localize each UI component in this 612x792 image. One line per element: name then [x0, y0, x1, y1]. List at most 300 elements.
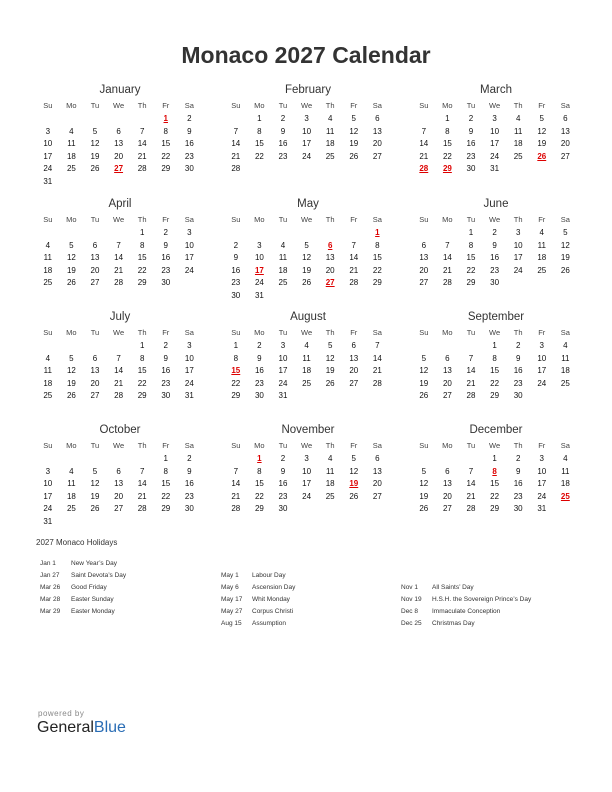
weekday-header: Fr [538, 101, 546, 110]
weekday-header: Tu [466, 441, 476, 450]
holiday-name: Labour Day [252, 572, 286, 579]
weekday-header: Fr [538, 328, 546, 337]
weekday-header: Tu [278, 101, 288, 110]
day-cell: 3 [539, 341, 544, 350]
day-cell: 3 [45, 466, 51, 476]
holiday-name: Christmas Day [432, 620, 475, 627]
day-cell: 8 [163, 126, 168, 136]
holiday-row [40, 594, 126, 606]
month-name: July [109, 311, 131, 323]
day-cell: 29 [254, 504, 264, 513]
day-cell: 20 [90, 378, 100, 388]
day-cell: 6 [375, 114, 380, 123]
day-cell: 19 [349, 139, 359, 148]
day-cell: 11 [278, 253, 288, 262]
weekday-header: We [489, 441, 501, 450]
day-cell: 26 [90, 504, 100, 513]
weekday-header: Sa [184, 101, 194, 110]
day-cell: 16 [161, 366, 171, 375]
day-cell: 11 [561, 466, 570, 476]
day-cell: 22 [161, 151, 171, 161]
month-name: August [290, 311, 326, 323]
day-cell: 31 [43, 176, 53, 186]
weekday-header: We [489, 328, 501, 337]
day-cell: 5 [304, 240, 309, 250]
holiday-name: Corpus Christi [252, 608, 294, 615]
day-cell: 19 [325, 366, 335, 375]
day-cell: 9 [163, 240, 168, 250]
holiday-name: H.S.H. the Sovereign Prince’s Day [432, 596, 532, 603]
day-cell: 25 [325, 151, 335, 161]
weekday-header: Sa [372, 328, 382, 337]
holiday-date: Dec 25 [401, 620, 422, 627]
day-cell: 29 [372, 278, 382, 287]
holiday-date: Jan 1 [40, 560, 56, 567]
day-cell: 4 [563, 341, 568, 350]
day-cell: 15 [466, 253, 476, 262]
day-cell: 1 [139, 341, 145, 350]
weekday-header: Mo [254, 441, 265, 450]
day-cell: 17 [302, 479, 312, 488]
brand-logo[interactable] [37, 719, 126, 737]
weekday-header: We [113, 328, 125, 337]
day-cell: 14 [466, 366, 476, 375]
weekday-header: Sa [184, 441, 194, 450]
day-cell: 8 [163, 466, 168, 476]
weekday-header: We [301, 441, 313, 450]
day-cell: 26 [349, 491, 359, 501]
holiday-day-cell: 25 [560, 491, 570, 501]
day-cell: 10 [43, 479, 53, 488]
holiday-day-cell: 1 [375, 228, 380, 237]
day-cell: 8 [468, 240, 474, 250]
holiday-column [401, 582, 531, 630]
day-cell: 14 [349, 253, 359, 262]
weekday-header: Th [137, 101, 147, 110]
day-cell: 26 [302, 278, 312, 287]
day-cell: 18 [325, 479, 335, 488]
holiday-day-cell: 1 [163, 114, 168, 123]
day-cell: 19 [90, 151, 100, 161]
day-cell: 20 [419, 265, 429, 275]
day-cell: 2 [187, 454, 192, 463]
day-cell: 25 [325, 491, 335, 501]
empty-cell [130, 453, 154, 466]
day-cell: 30 [161, 278, 171, 287]
day-cell: 28 [466, 504, 476, 513]
holiday-date: Nov 1 [401, 584, 418, 591]
day-cell: 20 [442, 491, 452, 501]
day-cell: 22 [466, 265, 476, 275]
day-cell: 3 [187, 228, 192, 237]
day-cell: 23 [161, 265, 171, 275]
day-cell: 14 [231, 479, 241, 488]
day-cell: 6 [92, 240, 98, 250]
day-cell: 4 [280, 240, 286, 250]
day-cell: 16 [161, 253, 171, 262]
day-cell: 6 [351, 341, 356, 350]
day-cell: 21 [137, 151, 147, 161]
month-name: March [480, 84, 512, 96]
day-cell: 13 [442, 366, 452, 375]
day-cell: 9 [257, 353, 262, 363]
day-cell: 15 [137, 253, 147, 262]
day-cell: 28 [442, 278, 452, 287]
empty-cell [130, 113, 154, 126]
day-cell: 23 [231, 278, 241, 287]
weekday-header: Sa [560, 328, 570, 337]
day-cell: 16 [278, 139, 288, 148]
weekday-header: Fr [350, 328, 358, 337]
empty-cell [36, 340, 60, 353]
day-cell: 22 [137, 265, 147, 275]
month-name: September [467, 311, 525, 323]
day-cell: 30 [184, 164, 194, 173]
weekday-header: Su [419, 441, 429, 450]
day-cell: 25 [513, 151, 523, 161]
holiday-date: Mar 28 [40, 596, 61, 603]
holiday-date: Mar 29 [40, 608, 61, 615]
day-cell: 14 [442, 253, 452, 262]
empty-cell [83, 340, 107, 353]
weekday-header: Sa [372, 215, 382, 224]
day-cell: 19 [66, 378, 76, 388]
day-cell: 21 [137, 491, 147, 501]
day-cell: 30 [254, 391, 264, 400]
day-cell: 20 [114, 491, 124, 501]
day-cell: 19 [560, 253, 570, 262]
day-cell: 9 [515, 466, 521, 476]
weekday-header: Fr [350, 215, 358, 224]
day-cell: 30 [466, 164, 476, 173]
month-name: June [483, 198, 509, 210]
day-cell: 19 [66, 265, 76, 275]
month-november [224, 422, 392, 516]
day-cell: 10 [302, 466, 312, 476]
day-cell: 13 [372, 126, 382, 136]
day-cell: 8 [375, 240, 380, 250]
holiday-row [221, 618, 295, 630]
holiday-day-cell: 1 [257, 454, 262, 463]
day-cell: 5 [69, 353, 74, 363]
day-cell: 24 [513, 265, 523, 275]
day-cell: 28 [137, 164, 147, 173]
holiday-name: Saint Devota’s Day [71, 572, 127, 579]
day-cell: 15 [254, 139, 264, 148]
holiday-name: All Saints’ Day [432, 584, 474, 591]
day-cell: 16 [513, 366, 523, 375]
day-cell: 24 [184, 378, 194, 388]
month-january [36, 82, 204, 188]
month-june [412, 196, 580, 290]
day-cell: 30 [231, 290, 241, 300]
month-december [412, 422, 580, 516]
day-cell: 4 [45, 240, 51, 250]
day-cell: 7 [116, 353, 121, 363]
day-cell: 16 [254, 366, 264, 375]
weekday-header: Th [325, 101, 335, 110]
day-cell: 1 [163, 454, 168, 463]
month-name: May [297, 198, 319, 210]
day-cell: 3 [539, 454, 544, 463]
holiday-name: Good Friday [71, 584, 107, 591]
day-cell: 5 [351, 114, 356, 123]
weekday-header: Mo [442, 215, 453, 224]
day-cell: 18 [43, 378, 53, 388]
day-cell: 13 [325, 253, 335, 262]
day-cell: 23 [161, 378, 171, 388]
day-cell: 11 [326, 466, 335, 476]
weekday-header: Tu [278, 215, 288, 224]
empty-cell [412, 227, 436, 240]
day-cell: 15 [254, 479, 264, 488]
holiday-name: Assumption [252, 620, 286, 627]
day-cell: 3 [515, 228, 521, 237]
day-cell: 19 [537, 139, 547, 148]
holiday-name: Easter Monday [71, 608, 115, 615]
day-cell: 14 [137, 479, 147, 488]
empty-cell [224, 453, 248, 466]
day-cell: 25 [560, 378, 570, 388]
day-cell: 28 [114, 391, 124, 400]
holiday-day-cell: 15 [231, 366, 241, 375]
day-cell: 27 [114, 504, 124, 513]
weekday-header: Su [43, 441, 53, 450]
weekday-header: Th [513, 215, 523, 224]
day-cell: 20 [372, 479, 382, 488]
holiday-day-cell: 8 [492, 466, 497, 476]
day-cell: 13 [560, 126, 570, 136]
day-cell: 4 [515, 114, 521, 123]
day-cell: 12 [90, 139, 100, 148]
weekday-header: Th [325, 215, 335, 224]
day-cell: 13 [372, 466, 382, 476]
empty-cell [436, 340, 460, 353]
empty-cell [60, 227, 84, 240]
empty-cell [271, 227, 295, 240]
weekday-header: We [113, 441, 125, 450]
day-cell: 2 [163, 341, 168, 350]
weekday-header: Sa [560, 441, 570, 450]
weekday-header: Tu [466, 215, 476, 224]
day-cell: 3 [280, 341, 286, 350]
day-cell: 17 [537, 366, 547, 375]
day-cell: 10 [513, 240, 523, 250]
empty-cell [107, 453, 131, 466]
day-cell: 25 [66, 504, 76, 513]
day-cell: 23 [513, 378, 523, 388]
day-cell: 2 [515, 454, 521, 463]
day-cell: 9 [492, 240, 497, 250]
day-cell: 1 [492, 341, 497, 350]
weekday-header: Tu [90, 328, 100, 337]
weekday-header: Su [43, 328, 53, 337]
empty-cell [295, 227, 319, 240]
day-cell: 19 [302, 265, 312, 275]
empty-cell [60, 340, 84, 353]
day-cell: 13 [114, 479, 124, 488]
day-cell: 20 [114, 151, 124, 161]
day-cell: 8 [445, 126, 450, 136]
day-cell: 4 [45, 353, 51, 363]
day-cell: 10 [184, 353, 194, 363]
holiday-row [40, 582, 126, 594]
holiday-row [221, 606, 295, 618]
weekday-header: Mo [66, 101, 77, 110]
day-cell: 15 [372, 253, 382, 262]
weekday-header: Sa [372, 101, 382, 110]
empty-cell [107, 340, 131, 353]
weekday-header: Tu [90, 101, 100, 110]
day-cell: 7 [468, 353, 474, 363]
day-cell: 11 [43, 253, 52, 262]
day-cell: 23 [490, 265, 500, 275]
day-cell: 12 [90, 479, 100, 488]
day-cell: 15 [137, 366, 147, 375]
holiday-date: Dec 8 [401, 608, 418, 615]
empty-cell [436, 453, 460, 466]
holiday-date: May 1 [221, 572, 239, 579]
day-cell: 31 [254, 290, 264, 300]
day-cell: 11 [537, 240, 546, 250]
day-cell: 18 [43, 265, 53, 275]
holiday-row [221, 594, 295, 606]
day-cell: 28 [372, 378, 382, 388]
day-cell: 31 [184, 391, 194, 400]
day-cell: 13 [419, 253, 429, 262]
day-cell: 20 [560, 139, 570, 148]
day-cell: 12 [349, 466, 359, 476]
weekday-header: We [301, 328, 313, 337]
day-cell: 27 [419, 278, 429, 287]
day-cell: 16 [278, 479, 288, 488]
day-cell: 18 [325, 139, 335, 148]
day-cell: 14 [114, 366, 124, 375]
day-cell: 1 [445, 114, 450, 123]
month-name: January [99, 84, 141, 96]
empty-cell [412, 453, 436, 466]
empty-cell [36, 227, 60, 240]
day-cell: 17 [302, 139, 312, 148]
day-cell: 3 [304, 454, 309, 463]
day-cell: 15 [161, 139, 171, 148]
day-cell: 15 [442, 139, 452, 148]
holiday-row [221, 570, 295, 582]
day-cell: 16 [184, 479, 194, 488]
weekday-header: We [301, 215, 313, 224]
day-cell: 24 [254, 278, 264, 287]
day-cell: 16 [490, 253, 500, 262]
day-cell: 22 [254, 491, 264, 501]
day-cell: 5 [563, 228, 568, 237]
empty-cell [436, 227, 460, 240]
day-cell: 10 [254, 253, 264, 262]
day-cell: 10 [490, 126, 500, 136]
day-cell: 1 [492, 454, 497, 463]
month-february [224, 82, 392, 176]
day-cell: 23 [184, 151, 194, 161]
day-cell: 8 [257, 466, 262, 476]
weekday-header: Fr [350, 441, 358, 450]
day-cell: 17 [278, 366, 288, 375]
empty-cell [83, 113, 107, 126]
holiday-column [40, 558, 126, 618]
day-cell: 26 [560, 265, 570, 275]
day-cell: 12 [560, 240, 570, 250]
day-cell: 31 [278, 391, 288, 400]
day-cell: 25 [43, 278, 53, 287]
weekday-header: We [113, 101, 125, 110]
day-cell: 23 [278, 491, 288, 501]
day-cell: 26 [90, 164, 100, 173]
weekday-header: Sa [560, 101, 570, 110]
brand-blue: Blue [93, 719, 126, 736]
day-cell: 25 [537, 265, 547, 275]
weekday-header: Mo [442, 101, 453, 110]
empty-cell [36, 453, 60, 466]
day-cell: 2 [280, 454, 286, 463]
empty-cell [342, 227, 366, 240]
day-cell: 2 [515, 341, 521, 350]
empty-cell [459, 340, 483, 353]
day-cell: 30 [278, 504, 288, 513]
day-cell: 13 [114, 139, 124, 148]
brand-general: General [37, 719, 94, 736]
empty-cell [318, 227, 342, 240]
day-cell: 17 [184, 253, 194, 262]
day-cell: 6 [421, 240, 427, 250]
weekday-header: Th [137, 328, 147, 337]
day-cell: 18 [278, 265, 288, 275]
weekday-header: Mo [66, 215, 77, 224]
day-cell: 4 [327, 114, 333, 123]
weekday-header: Su [231, 101, 241, 110]
weekday-header: Mo [66, 328, 77, 337]
day-cell: 5 [351, 454, 356, 463]
day-cell: 2 [187, 114, 192, 123]
holiday-row [401, 582, 531, 594]
day-cell: 27 [442, 391, 452, 400]
day-cell: 24 [490, 151, 500, 161]
holiday-row [401, 606, 531, 618]
day-cell: 10 [184, 240, 194, 250]
weekday-header: Th [325, 441, 335, 450]
holiday-date: Jan 27 [40, 572, 60, 579]
day-cell: 11 [514, 126, 523, 136]
day-cell: 7 [116, 240, 121, 250]
day-cell: 22 [490, 491, 500, 501]
holiday-date: May 6 [221, 584, 239, 591]
day-cell: 18 [302, 366, 312, 375]
day-cell: 18 [537, 253, 547, 262]
weekday-header: Su [419, 215, 429, 224]
holiday-day-cell: 26 [537, 151, 547, 161]
day-cell: 20 [325, 265, 335, 275]
day-cell: 25 [43, 391, 53, 400]
day-cell: 30 [490, 278, 500, 287]
month-name: November [281, 424, 335, 436]
day-cell: 24 [537, 491, 547, 501]
day-cell: 11 [302, 353, 311, 363]
day-cell: 20 [372, 139, 382, 148]
weekday-header: Th [513, 101, 523, 110]
day-cell: 15 [490, 366, 500, 375]
weekday-header: Mo [66, 441, 77, 450]
day-cell: 29 [490, 391, 500, 400]
day-cell: 18 [66, 151, 76, 161]
weekday-header: Fr [162, 441, 170, 450]
day-cell: 29 [161, 504, 171, 513]
